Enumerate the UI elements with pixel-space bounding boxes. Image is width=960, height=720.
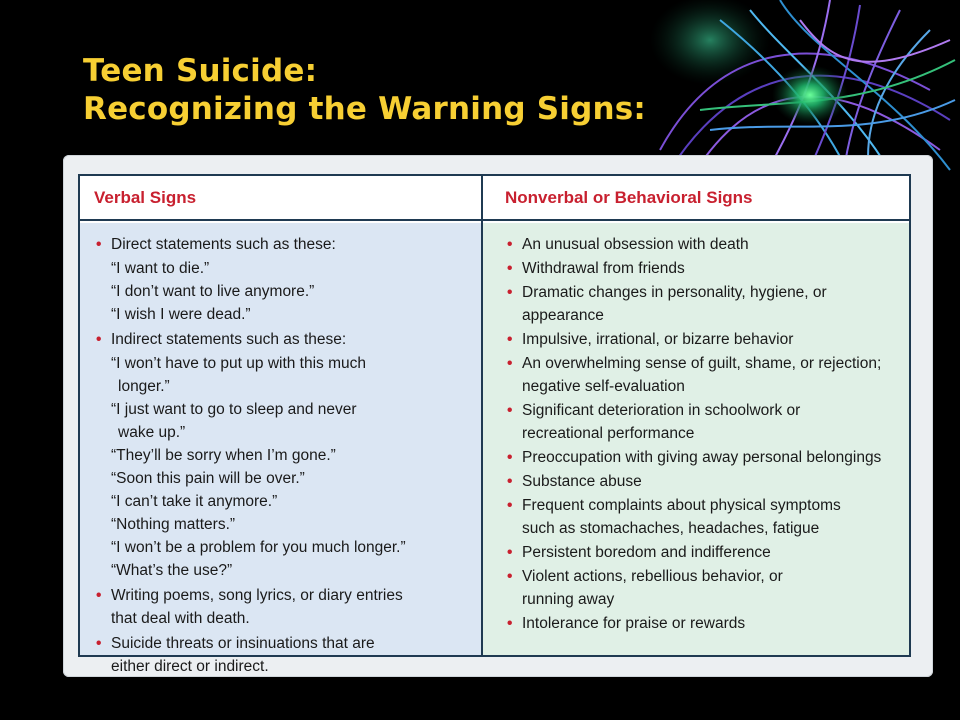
list-item: • An unusual obsession with death xyxy=(507,233,899,256)
list-item xyxy=(96,233,471,256)
verbal-signs-header: Verbal Signs xyxy=(80,176,481,221)
quote: “I don’t want to live anymore.” xyxy=(111,283,315,300)
quote: “I won’t have to put up with this much xyxy=(111,355,367,372)
quote: “Soon this pain will be over.” xyxy=(111,470,305,487)
quote-continuation: wake up.” xyxy=(118,424,186,441)
quote: “Nothing matters.” xyxy=(111,516,236,533)
list-item: • Preoccupation with giving away personal belongings xyxy=(507,446,899,469)
nonverbal-signs-column xyxy=(483,176,909,655)
list-item: • Violent actions, rebellious behavior, or running away xyxy=(507,565,899,611)
list-item: • Intolerance for praise or rewards xyxy=(507,612,899,635)
list-item: • Dramatic changes in personality, hygiene, or appearance xyxy=(507,281,899,327)
list-item: • Withdrawal from friends xyxy=(507,257,899,280)
nonverbal-signs-list xyxy=(507,233,899,635)
list-item: • Substance abuse xyxy=(507,470,899,493)
list-item: • Suicide threats or insinuations that are either direct or indirect. xyxy=(96,632,471,678)
title-line-2: Recognizing the Warning Signs: xyxy=(83,91,646,127)
list-item: • Writing poems, song lyrics, or diary entries that deal with death. xyxy=(96,584,471,630)
list-item: • Significant deterioration in schoolwork or recreational performance xyxy=(507,399,899,445)
quote: “They’ll be sorry when I’m gone.” xyxy=(111,447,336,464)
verbal-signs-body xyxy=(80,223,481,675)
list-item: • Persistent boredom and indifference xyxy=(507,541,899,564)
list-item: • Impulsive, irrational, or bizarre behavior xyxy=(507,328,899,351)
quote: “I won’t be a problem for you much longer.” xyxy=(111,539,406,556)
quote: “I want to die.” xyxy=(111,260,210,277)
quote: “What’s the use?” xyxy=(111,562,233,579)
direct-statements-label: • Direct statements such as these: xyxy=(111,236,336,253)
page-title xyxy=(83,52,646,128)
list-item xyxy=(96,328,471,351)
verbal-signs-column xyxy=(80,176,483,675)
list-item: • An overwhelming sense of guilt, shame, or rejection; negative self-evaluation xyxy=(507,352,899,398)
warning-signs-table xyxy=(78,174,911,675)
quote-continuation: longer.” xyxy=(118,378,170,395)
quote: “I can’t take it anymore.” xyxy=(111,493,278,510)
nonverbal-signs-body xyxy=(483,223,909,655)
quote: “I wish I were dead.” xyxy=(111,306,251,323)
nonverbal-signs-header: Nonverbal or Behavioral Signs xyxy=(483,176,909,221)
indirect-statements-label: • Indirect statements such as these: xyxy=(111,331,347,348)
list-item: • Frequent complaints about physical symptoms such as stomachaches, headaches, fatigue xyxy=(507,494,899,540)
quote: “I just want to go to sleep and never xyxy=(111,401,357,418)
title-line-1: Teen Suicide: xyxy=(83,53,318,89)
